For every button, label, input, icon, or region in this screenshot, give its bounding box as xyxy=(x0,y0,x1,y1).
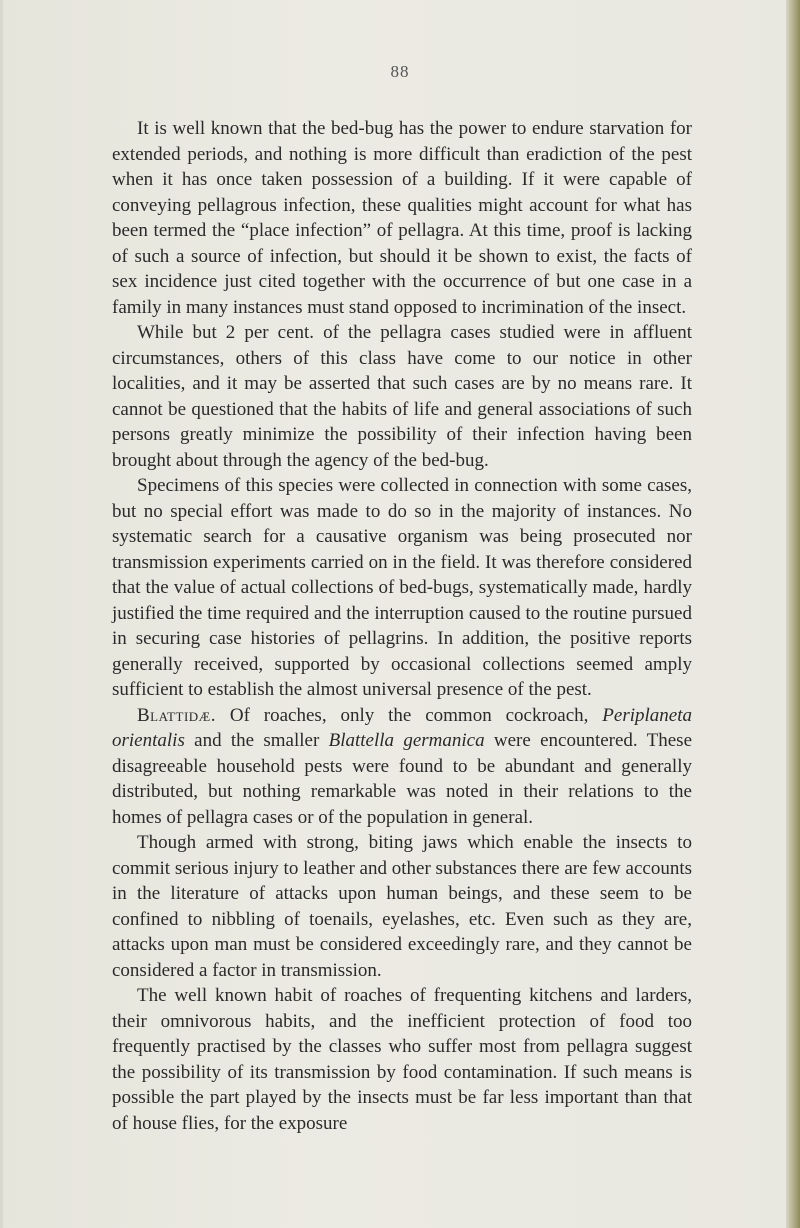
paragraph-specimens: Specimens of this species were collected in connection with some cases, but no special effort was made to do so in the majority of instances. No systematic search for a causative organism was being prosecuted nor transmission experiments carried on in the field. It was therefore considered that the value of actual collections of bed-bugs, systematically made, hardly justified the time required and the interruption caused to the routine pursued in securing case histories of pellagrins. In addition, the positive reports generally received, supported by occasional collections seemed amply sufficient to establish the almost universal presence of the pest. xyxy=(112,475,692,700)
species-periplaneta: Periplaneta orientalis xyxy=(112,704,692,751)
blattidae-text-a: Of roaches, only the common cockroach, xyxy=(215,704,603,726)
blattidae-text-c: were encountered. These disagreeable household pests were found to be abundant and generally distributed, but nothing remarkable was noted in their relations to the homes of pellagra cases or of the population in general. xyxy=(112,730,692,828)
paragraph-roach-habits: The well known habit of roaches of frequenting kitchens and larders, their omnivorous habits, and the inefficient protection of food too frequently practised by the classes who suffer most from pellagra suggest the possibility of its transmission by food contamination. If such means is possible the part played by the insects must be far less important than that of house flies, for the exposure xyxy=(112,985,692,1134)
page-binding-edge xyxy=(786,0,800,1228)
paragraph-roach-jaws: Though armed with strong, biting jaws which enable the insects to commit serious injury to leather and other substances there are few accounts in the literature of attacks upon human beings, and these seem to be confined to nibbling of toenails, eyelashes, etc. Even such as they are, attacks upon man must be considered exceedingly rare, and they cannot be considered a factor in transmission. xyxy=(112,832,692,981)
page-left-edge xyxy=(0,0,3,1228)
species-blattella: Blattella germanica xyxy=(328,730,485,751)
paragraph-affluent-cases: While but 2 per cent. of the pellagra cases studied were in affluent circumstances, others of this class have come to our notice in other localities, and it may be asserted that such cases are by no means rare. It cannot be questioned that the habits of life and general associations of such persons greatly minimize the possibility of their infection having been brought about through the agency of the bed-bug. xyxy=(112,322,692,471)
blattidae-text-b: and the smaller xyxy=(184,730,329,751)
body-text xyxy=(112,116,692,1136)
paragraph-bedbug-starvation: It is well known that the bed-bug has the power to endure starvation for extended periods, and nothing is more difficult than eradiction of the pest when it has once taken possession of a building. If it were capable of conveying pellagrous infection, these qualities might account for what has been termed the “place infection” of pellagra. At this time, proof is lacking of such a source of infection, but should it be shown to exist, the facts of sex incidence just cited together with the occurrence of but one case in a family in many instances must stand opposed to incrimination of the insect. xyxy=(112,118,692,318)
section-heading-blattidae: Blattidæ. xyxy=(137,704,216,726)
page-number: 88 xyxy=(390,62,410,81)
paragraph-blattidae xyxy=(112,703,692,831)
